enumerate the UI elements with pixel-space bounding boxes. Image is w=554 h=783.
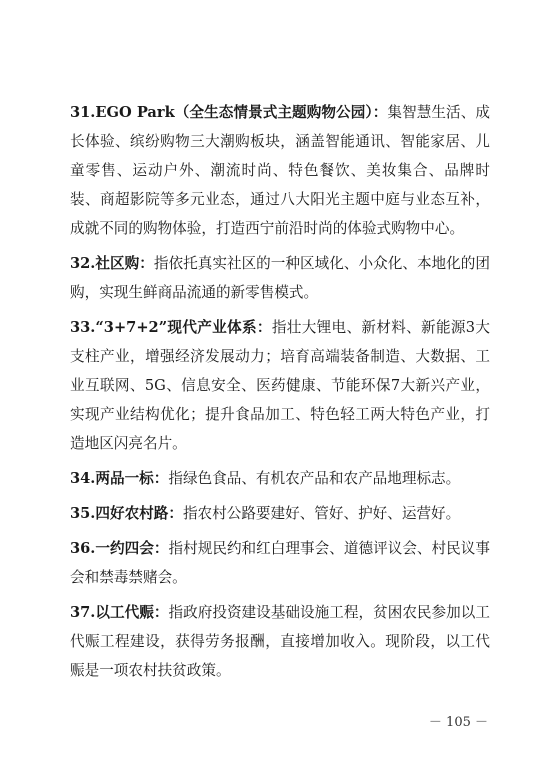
glossary-entry-32 <box>70 249 490 307</box>
entry-term: 33.“3+7+2”现代产业体系： <box>70 319 272 336</box>
glossary-entry-37 <box>70 598 490 685</box>
entry-term: 35.四好农村路： <box>70 505 183 522</box>
entry-definition: 指村规民约和红白理事会、道德评议会、村民议事会和禁毒禁赌会。 <box>70 540 490 586</box>
glossary-entry-34 <box>70 464 490 493</box>
entry-definition: 指农村公路要建好、管好、护好、运营好。 <box>182 505 461 522</box>
glossary-entry-33 <box>70 313 490 458</box>
entry-term: 32.社区购： <box>70 255 154 272</box>
entry-definition: 指政府投资建设基础设施工程，贫困农民参加以工代赈工程建设，获得劳务报酬，直接增加收入。现阶段，以工代赈是一项农村扶贫政策。 <box>70 604 490 679</box>
entry-definition: 指绿色食品、有机农产品和农产品地理标志。 <box>168 470 461 487</box>
glossary-entry-36 <box>70 534 490 592</box>
entry-definition: 指依托真实社区的一种区域化、小众化、本地化的团购，实现生鲜商品流通的新零售模式。 <box>70 255 490 301</box>
page-number: － 105 － <box>428 715 488 730</box>
entry-term: 37.以工代赈： <box>70 604 169 621</box>
glossary-body <box>70 98 490 691</box>
entry-term: 31.EGO Park（全生态情景式主题购物公园）： <box>70 104 388 121</box>
entry-term: 34.两品一标： <box>70 470 169 487</box>
entry-definition: 集智慧生活、成长体验、缤纷购物三大潮购板块，涵盖智能通讯、智能家居、儿童零售、运动户外、潮流时尚、特色餐饮、美妆集合、品牌时装、商超影院等多元业态，通过八大阳光主题中庭与业态互补，成就不同的购物体验，打造西宁前沿时尚的体验式购物中心。 <box>70 104 490 237</box>
glossary-entry-31 <box>70 98 490 243</box>
entry-definition: 指壮大锂电、新材料、新能源3大支柱产业，增强经济发展动力；培育高端装备制造、大数据、工业互联网、5G、信息安全、医药健康、节能环保7大新兴产业，实现产业结构优化；提升食品加工、特色轻工两大特色产业，打造地区闪亮名片。 <box>70 319 490 452</box>
entry-term: 36.一约四会： <box>70 540 169 557</box>
glossary-entry-35 <box>70 499 490 528</box>
